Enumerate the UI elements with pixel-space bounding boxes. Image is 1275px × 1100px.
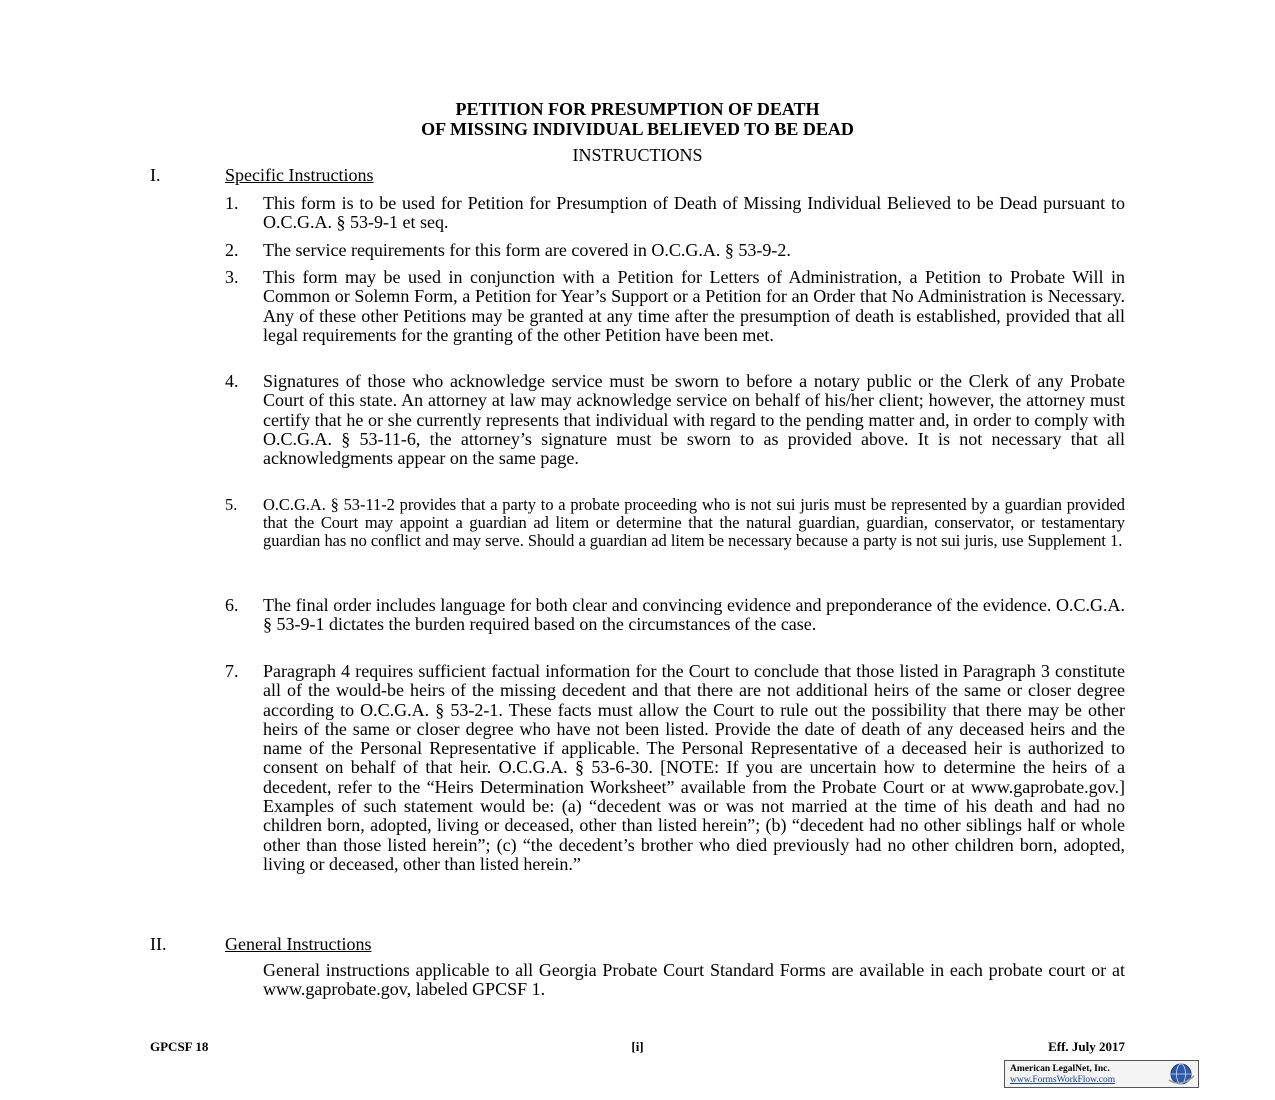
section-1-number: I. — [150, 165, 161, 185]
item-number: 4. — [225, 371, 239, 391]
document-title-line1: PETITION FOR PRESUMPTION OF DEATH — [455, 99, 820, 119]
footer-form-id: GPCSF 18 — [150, 1039, 209, 1054]
item-number: 1. — [225, 193, 239, 213]
footer-effective-date: Eff. July 2017 — [1048, 1039, 1125, 1054]
item-text: The service requirements for this form are covered in O.C.G.A. § 53-9-2. — [263, 240, 791, 260]
item-number: 6. — [225, 595, 239, 615]
item-number: 3. — [225, 267, 239, 287]
general-instructions-text: General instructions applicable to all Georgia Probate Court Standard Forms are available in each probate court or at www.gaprobate.gov, labeled GPCSF 1. — [263, 960, 1125, 1000]
item-text: This form is to be used for Petition for Presumption of Death of Missing Individual Believed to be Dead pursuant to O.C.G.A. § 53-9-1 et seq. — [263, 193, 1125, 233]
american-legalnet-badge[interactable] — [1004, 1060, 1199, 1088]
document-subtitle: INSTRUCTIONS — [572, 145, 703, 165]
footer-page-number: [i] — [631, 1039, 644, 1054]
item-text: O.C.G.A. § 53-11-2 provides that a party to a probate proceeding who is not sui juris must be represented by a guardian provided that the Court may appoint a guardian ad litem or determine that the natural guardian, guardian, conservator, or testamentary guardian has no conflict and may serve. Should a guardian ad litem be necessary because a party is not sui juris, use Supplement 1. — [263, 495, 1125, 551]
item-number: 2. — [225, 240, 239, 260]
badge-company: American LegalNet, Inc. — [1010, 1064, 1110, 1074]
globe-icon — [1167, 1062, 1195, 1086]
badge-url-link[interactable]: www.FormsWorkFlow.com — [1010, 1075, 1116, 1085]
item-text: This form may be used in conjunction with a Petition for Letters of Administration, a Petition to Probate Will in Common or Solemn Form, a Petition for Year’s Support or a Petition for an Order that No Administration is Necessary. Any of these other Petitions may be granted at any time after the presumption of death is established, provided that all legal requirements for the granting of the other Petition have been met. — [263, 267, 1125, 345]
item-text: Paragraph 4 requires sufficient factual information for the Court to conclude that those listed in Paragraph 3 constitute all of the would-be heirs of the missing decedent and that there are not additional heirs of the same or closer degree according to O.C.G.A. § 53-2-1. These facts must allow the Court to rule out the possibility that there may be other heirs of the same or closer degree who have not been listed. Provide the date of death of any deceased heirs and the name of the Personal Representative if applicable. The Personal Representative of a deceased heir is authorized to consent on behalf of that heir. O.C.G.A. § 53-6-30. [NOTE: If you are uncertain how to determine the heirs of a decedent, refer to the “Heirs Determination Worksheet” available from the Probate Court or at www.gaprobate.gov.] Examples of such statement would be: (a) “decedent was or was not married at the time of his death and had no children born, adopted, living or deceased, other than listed herein”; (b) “decedent had no other siblings half or whole other than those listed herein”; (c) “the decedent’s brother who died previously had no other children born, adopted, living or deceased, other than listed herein.” — [263, 661, 1125, 874]
item-text: The final order includes language for both clear and convincing evidence and preponderance of the evidence. O.C.G.A. § 53-9-1 dictates the burden required based on the circumstances of the case. — [263, 595, 1125, 635]
section-2-heading: General Instructions — [225, 934, 372, 954]
item-number: 5. — [225, 495, 238, 514]
document-title-line2: OF MISSING INDIVIDUAL BELIEVED TO BE DEAD — [421, 119, 854, 139]
item-number: 7. — [225, 661, 239, 681]
section-1-heading: Specific Instructions — [225, 165, 374, 185]
section-2-number: II. — [150, 934, 167, 954]
item-text: Signatures of those who acknowledge service must be sworn to before a notary public or the Clerk of any Probate Court of this state. An attorney at law may acknowledge service on behalf of his/her client; however, the attorney must certify that he or she currently represents that individual with regard to the pending matter and, in order to comply with O.C.G.A. § 53-11-6, the attorney’s signature must be sworn to as provided above. It is not necessary that all acknowledgments appear on the same page. — [263, 371, 1125, 469]
